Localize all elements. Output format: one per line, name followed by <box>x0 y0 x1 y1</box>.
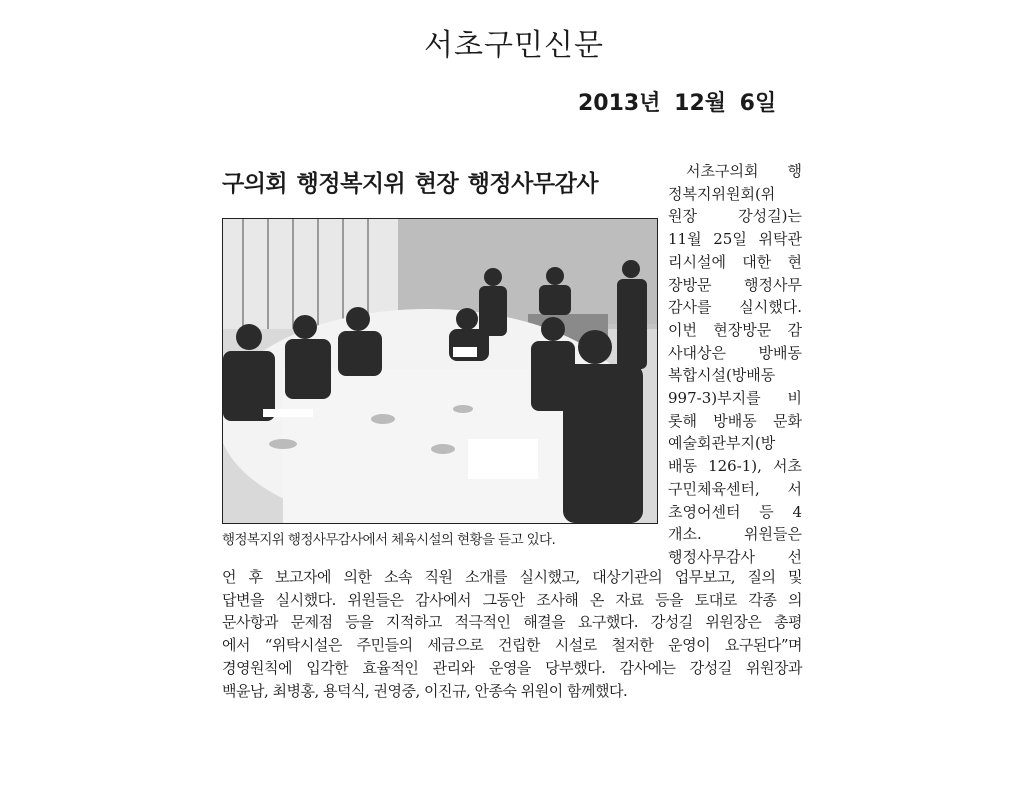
meeting-photo-illustration <box>223 219 657 523</box>
side-line: 997-3)부지를 비 <box>668 389 802 408</box>
article-body <box>222 566 802 702</box>
body-line: 문사항과 문제점 등을 지적하고 적극적인 해결을 요구했다. 강성길 위원장은 총평 <box>222 613 802 632</box>
side-line: 원장 강성길)는 <box>668 207 802 226</box>
body-line: 언 후 보고자에 의한 소속 직원 소개를 실시했고, 대상기관의 업무보고, 질의 및 <box>222 568 802 586</box>
newspaper-name: 서초구민신문 <box>424 28 604 63</box>
side-line: 서초구의회 행 <box>686 162 802 180</box>
side-line: 장방문 행정사무 <box>668 275 802 294</box>
side-line: 사대상은 방배동 <box>668 343 802 362</box>
side-line: 행정사무감사 선 <box>668 547 802 566</box>
body-line: 에서 “위탁시설은 주민들의 세금으로 건립한 시설로 철저한 운영이 요구된다”며 <box>222 636 802 655</box>
side-line: 롯해 방배동 문화 <box>668 411 802 430</box>
side-line: 구민체육센터, 서 <box>668 479 802 498</box>
side-line: 감사를 실시했다. <box>668 298 802 317</box>
side-line: 이번 현장방문 감 <box>668 320 802 339</box>
side-line: 리시설에 대한 현 <box>668 252 802 271</box>
article-photo <box>222 218 658 524</box>
side-line: 예술회관부지(방 <box>668 434 776 453</box>
publication-date: 2013년 12월 6일 <box>578 91 777 116</box>
article-side-column <box>668 160 802 569</box>
side-line: 개소. 위원들은 <box>668 525 802 544</box>
side-line: 초영어센터 등 4 <box>668 502 802 521</box>
photo-caption: 행정복지위 행정사무감사에서 체육시설의 현황을 듣고 있다. <box>222 532 556 548</box>
side-line: 정복지위원회(위 <box>668 184 776 203</box>
article-headline: 구의회 행정복지위 현장 행정사무감사 <box>222 171 599 197</box>
side-line: 복합시설(방배동 <box>668 366 776 385</box>
body-line: 경영원칙에 입각한 효율적인 관리와 운영을 당부했다. 감사에는 강성길 위원장과 <box>222 658 802 677</box>
body-line: 백윤남, 최병홍, 용덕식, 권영중, 이진규, 안종숙 위원이 함께했다. <box>222 681 628 700</box>
body-line: 답변을 실시했다. 위원들은 감사에서 그동안 조사해 온 자료 등을 토대로 각종 의 <box>222 590 802 609</box>
side-line: 배동 126-1), 서초 <box>668 457 802 476</box>
side-line: 11월 25일 위탁관 <box>668 230 802 249</box>
